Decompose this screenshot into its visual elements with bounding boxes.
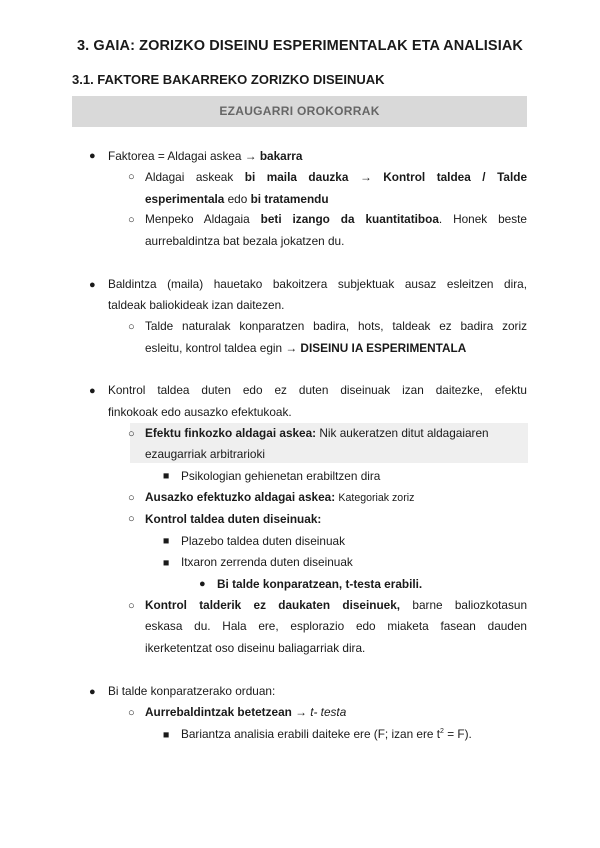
- bullet-marker: ●: [89, 150, 96, 162]
- bullet-4-sub-1-item-1: Bariantza analisia erabili daiteke ere (F; izan ere $t^2 = F$).: [181, 727, 472, 741]
- bullet-4-line-1: Bi talde konparatzerako orduan:: [108, 684, 276, 698]
- bullet-2-sub-1-line-2: esleitu, kontrol taldea egin → DISEINU IA ESPERIMENTALA: [145, 341, 467, 355]
- bullet-marker: ●: [89, 385, 96, 397]
- bullet-3-sub-3-item-1: Plazebo taldea duten diseinuak: [181, 534, 345, 548]
- page-title: 3. GAIA: ZORIZKO DISEINU ESPERIMENTALAK ETA ANALISIAK: [77, 38, 523, 54]
- bullet-3-sub-2: Ausazko efektuzko aldagai askea: Kategoriak zoriz: [145, 490, 415, 504]
- sub-bullet-marker: ○: [128, 214, 135, 226]
- sub-bullet-marker: ○: [128, 707, 135, 719]
- sub-bullet-marker: ○: [128, 513, 135, 525]
- third-level-marker: ■: [163, 557, 170, 569]
- bullet-3-sub-4-line-1: Kontrol talderik ez daukaten diseinuek, barne baliozkotasun: [145, 598, 528, 612]
- third-level-marker: ■: [163, 535, 170, 547]
- third-level-marker: ■: [163, 470, 170, 482]
- bullet-3-sub-1-line-2: ezaugarriak arbitrarioki: [145, 447, 265, 461]
- bullet-3-sub-4-line-3: ikerketentzat oso diseinu baliagarriak dira.: [145, 641, 366, 655]
- bullet-2-sub-1-line-1: Talde naturalak konparatzen badira, hots, taldeak ez badira zoriz: [145, 319, 527, 333]
- bullet-marker: ●: [89, 686, 96, 698]
- bullet-1-sub-1-line-1: Aldagai askeak bi maila dauzka → Kontrol taldea / Talde: [145, 170, 528, 184]
- sub-bullet-marker: ○: [128, 600, 135, 612]
- bullet-3-sub-3: Kontrol taldea duten diseinuak:: [145, 512, 322, 526]
- sub-bullet-marker: ○: [128, 171, 135, 183]
- bullet-2-line-1: Baldintza (maila) hauetako bakoitzera subjektuak ausaz esleitzen dira,: [108, 277, 527, 291]
- fourth-level-marker: ●: [199, 578, 206, 590]
- bullet-3-line-1: Kontrol taldea duten edo ez duten diseinuak izan daitezke, efektu: [108, 383, 527, 397]
- bullet-3-sub-4-line-2: eskasa du. Hala ere, esplorazio edo miaketa fasean dauden: [145, 619, 527, 633]
- sub-bullet-marker: ○: [128, 428, 135, 440]
- bullet-4-sub-1: Aurrebaldintzak betetzean → t- testa: [145, 705, 347, 719]
- bullet-3-line-2: finkokoak edo ausazko efektukoak.: [108, 405, 292, 419]
- bullet-3-sub-1-line-1: Efektu finkozko aldagai askea: Nik aukeratzen ditut aldagaiaren: [145, 426, 489, 440]
- third-level-marker: ■: [163, 729, 170, 741]
- bullet-1-sub-2-line-2: aurrebaldintza bat bezala jokatzen du.: [145, 234, 345, 248]
- bullet-1-sub-2-line-1: Menpeko Aldagaia beti izango da kuantitatiboa. Honek beste: [145, 212, 527, 226]
- bullet-2-line-2: taldeak baliokideak izan daitezen.: [108, 298, 285, 312]
- bullet-1-text: Faktorea = Aldagai askea → bakarra: [108, 149, 303, 163]
- band-heading: EZAUGARRI OROKORRAK: [219, 104, 380, 118]
- bullet-marker: ●: [89, 279, 96, 291]
- sub-bullet-marker: ○: [128, 321, 135, 333]
- section-heading: 3.1. FAKTORE BAKARREKO ZORIZKO DISEINUAK: [72, 72, 385, 87]
- bullet-1-sub-1-line-2: esperimentala edo bi tratamendu: [145, 192, 329, 206]
- sub-bullet-marker: ○: [128, 492, 135, 504]
- bullet-3-sub-3-item-2-sub: Bi talde konparatzean, t-testa erabili.: [217, 577, 423, 591]
- bullet-3-sub-3-item-2: Itxaron zerrenda duten diseinuak: [181, 555, 353, 569]
- bullet-3-sub-1-item-1: Psikologian gehienetan erabiltzen dira: [181, 469, 381, 483]
